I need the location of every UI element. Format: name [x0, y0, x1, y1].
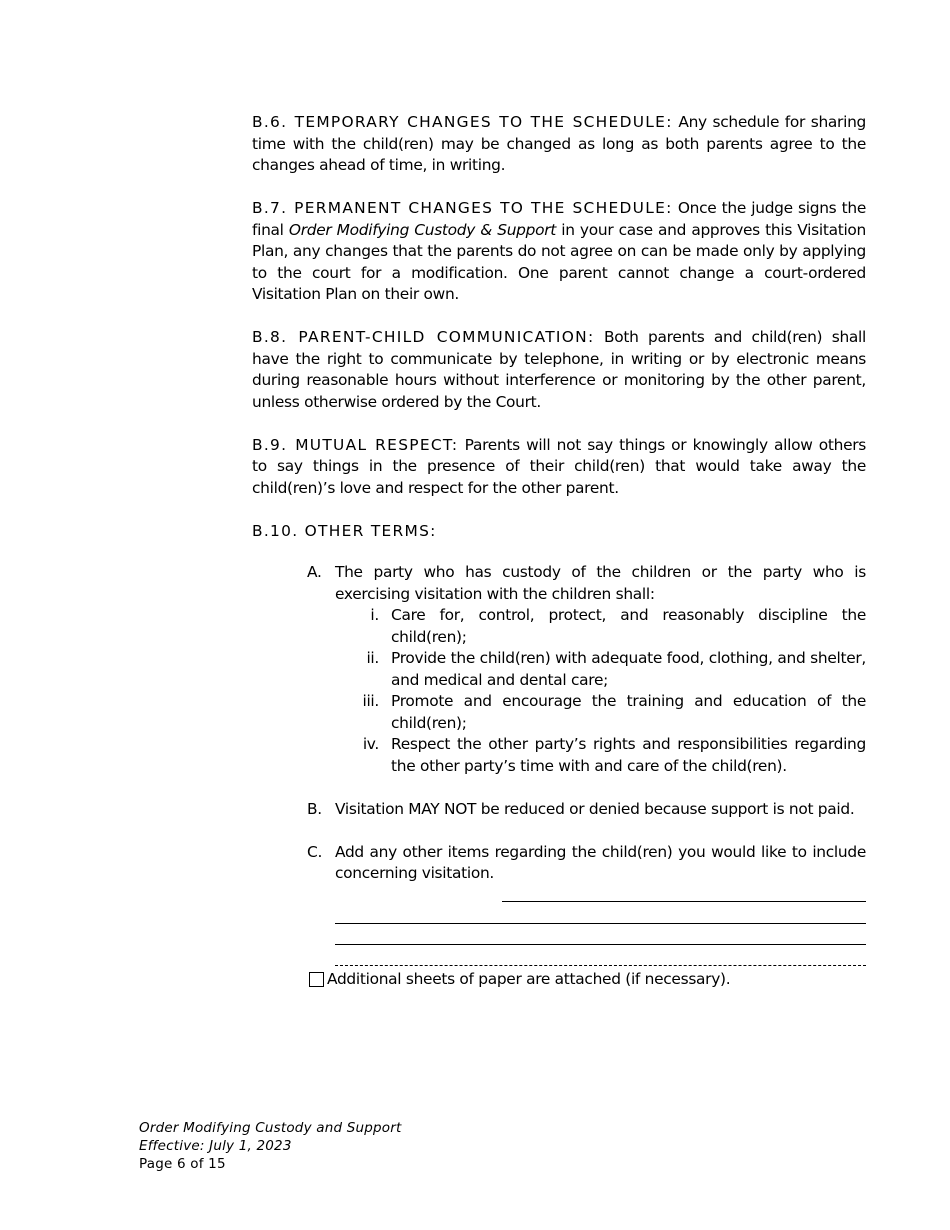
additional-sheets-checkbox[interactable]: [309, 972, 324, 987]
footer-page-number: Page 6 of 15: [139, 1156, 226, 1172]
term-c-fill-line[interactable]: [335, 923, 866, 924]
term-b-text: Visitation MAY NOT be reduced or denied because support is not paid.: [335, 799, 855, 818]
term-a-item-text: Promote and encourage the training and education of the child(ren);: [391, 692, 866, 732]
section-b8: [252, 327, 866, 413]
term-c-fill-line[interactable]: [335, 965, 866, 966]
section-b10-heading: B.10. OTHER TERMS:: [252, 521, 437, 540]
section-b7-heading: B.7. PERMANENT CHANGES TO THE SCHEDULE:: [252, 199, 673, 217]
term-b: [307, 799, 866, 821]
section-b9: [252, 435, 866, 500]
term-a-item-num: i.: [370, 606, 379, 624]
section-b6-text: Any schedule for sharing time with the child(ren) may be changed as long as both parents agree to the changes ahead of time, in writing.: [252, 113, 866, 174]
footer-form-title: Order Modifying Custody and Support: [139, 1120, 402, 1136]
term-a-label: A.: [307, 563, 322, 581]
section-b6-heading: B.6. TEMPORARY CHANGES TO THE SCHEDULE:: [252, 113, 673, 131]
visitation-sections: [252, 112, 866, 542]
term-a-item-num: iii.: [362, 692, 379, 710]
page-footer: [139, 1119, 402, 1173]
term-a-item-num: iv.: [362, 735, 379, 753]
section-b9-text: Parents will not say things or knowingly allow others to say things in the presence of their child(ren) that would take away the child(ren)’s love and respect for the other parent.: [252, 435, 866, 497]
other-terms-list: [307, 562, 866, 885]
section-b7-order-title: Order Modifying Custody & Support: [288, 220, 556, 239]
term-c-fill-line[interactable]: [335, 944, 866, 945]
term-c: [307, 842, 866, 885]
term-b-label: B.: [307, 799, 322, 818]
section-b10: [252, 521, 866, 543]
term-a-text: The party who has custody of the children or the party who is exercising visitation with the children shall:: [335, 563, 866, 603]
term-a: [307, 562, 866, 605]
additional-sheets-label: Additional sheets of paper are attached (if necessary).: [327, 970, 731, 988]
term-a-item: [335, 648, 866, 691]
term-c-label: C.: [307, 842, 323, 861]
term-a-item: [335, 734, 866, 777]
term-c-text: Add any other items regarding the child(ren) you would like to include concerning visitation.: [335, 842, 866, 882]
additional-sheets-row: [309, 969, 730, 991]
section-b7: [252, 198, 866, 306]
term-c-fill-line[interactable]: [502, 901, 866, 902]
section-b9-heading: B.9. MUTUAL RESPECT:: [252, 435, 459, 454]
term-a-item: [335, 691, 866, 734]
footer-effective-date: Effective: July 1, 2023: [139, 1138, 292, 1154]
term-a-item-num: ii.: [366, 649, 379, 667]
section-b8-heading: B.8. PARENT-CHILD COMMUNICATION:: [252, 328, 595, 346]
term-a-item: [335, 605, 866, 648]
section-b6: [252, 112, 866, 177]
section-b7-text-a: Once the judge signs the final: [252, 199, 866, 239]
section-b8-text: Both parents and child(ren) shall have the right to communicate by telephone, in writing or by electronic means during reasonable hours without interference or monitoring by the other parent, unless otherwise ordered by the Court.: [252, 328, 866, 411]
term-a-item-text: Provide the child(ren) with adequate food, clothing, and shelter, and medical and dental care;: [391, 649, 866, 689]
term-a-item-text: Care for, control, protect, and reasonably discipline the child(ren);: [391, 606, 866, 646]
section-b7-text-b: in your case and approves this Visitation Plan, any changes that the parents do not agree on can be made only by applying to the court for a modification. One parent cannot change a court-ordered Visitation Plan on their own.: [252, 220, 867, 303]
term-a-item-text: Respect the other party’s rights and responsibilities regarding the other party’s time with and care of the child(ren).: [391, 735, 866, 775]
